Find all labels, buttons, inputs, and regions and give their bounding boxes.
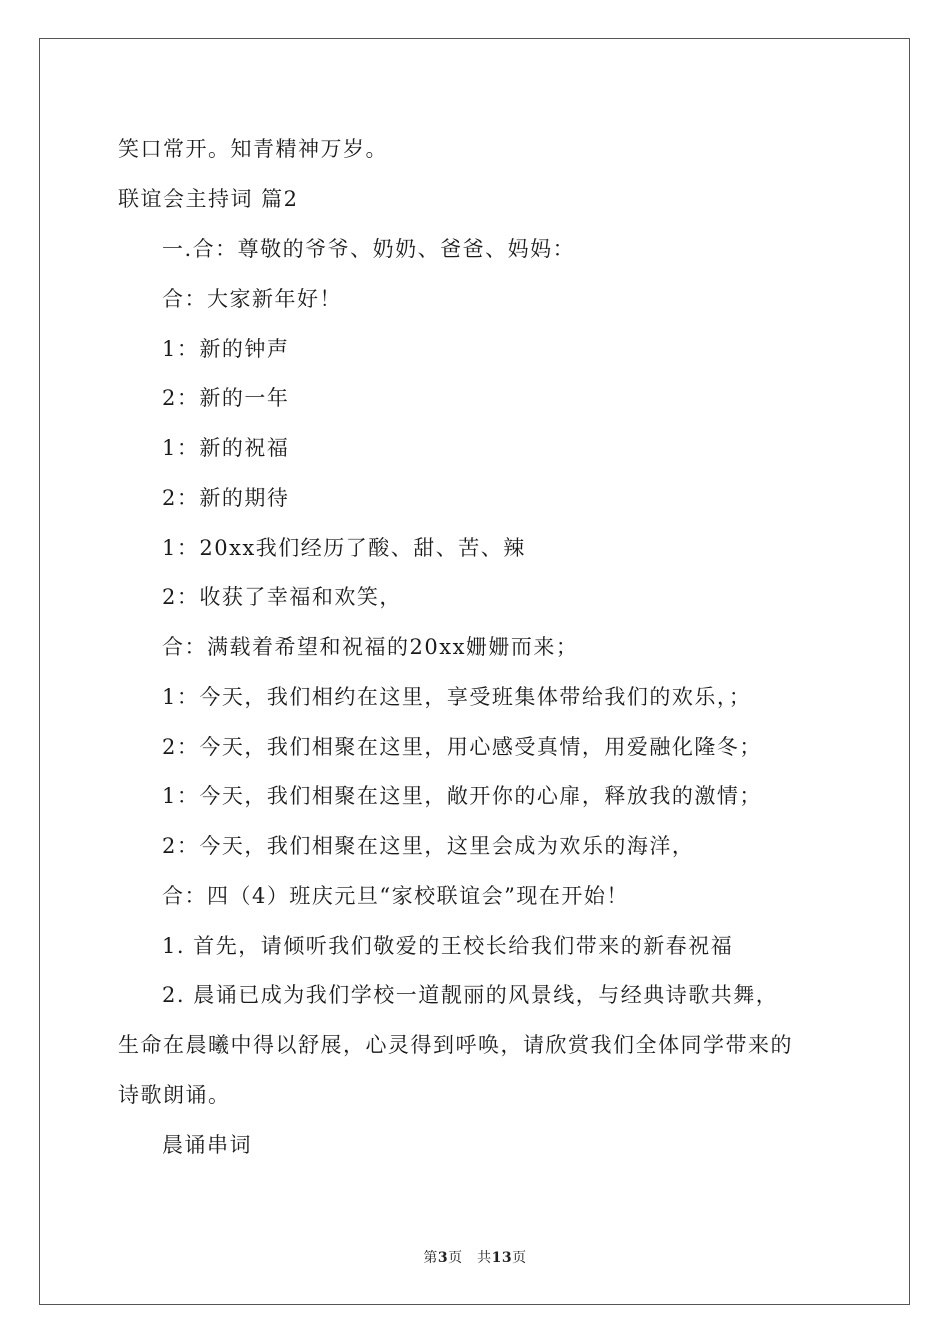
page-frame xyxy=(39,38,910,1305)
text-line: 合：满载着希望和祝福的20xx姗姗而来； xyxy=(162,635,579,659)
footer-total-pages: 13 xyxy=(491,1250,513,1266)
text-line: 笑口常开。知青精神万岁。 xyxy=(118,137,388,161)
text-line: 合：四（4）班庆元旦“家校联谊会”现在开始！ xyxy=(162,884,629,908)
text-line: 1. 首先，请倾听我们敬爱的王校长给我们带来的新春祝福 xyxy=(162,934,734,958)
text-line: 1：今天，我们相约在这里，享受班集体带给我们的欢乐，； xyxy=(162,685,752,709)
text-line: 2：今天，我们相聚在这里，这里会成为欢乐的海洋， xyxy=(162,834,695,858)
text-line: 晨诵串词 xyxy=(162,1133,252,1157)
text-line: 1：20xx我们经历了酸、甜、苦、辣 xyxy=(162,536,526,560)
footer-page-number: 3 xyxy=(437,1250,449,1266)
text-line: 诗歌朗诵。 xyxy=(118,1083,231,1107)
text-line: 合：大家新年好！ xyxy=(162,287,342,311)
text-line: 2：今天，我们相聚在这里，用心感受真情，用爱融化隆冬； xyxy=(162,735,762,759)
text-line: 2：新的一年 xyxy=(162,386,290,410)
text-line: 生命在晨曦中得以舒展，心灵得到呼唤，请欣赏我们全体同学带来的 xyxy=(118,1033,793,1057)
text-line: 2：新的期待 xyxy=(162,486,290,510)
text-line: 2：收获了幸福和欢笑， xyxy=(162,585,402,609)
text-line: 一.合：尊敬的爷爷、奶奶、爸爸、妈妈： xyxy=(162,237,576,261)
text-line: 1：新的祝福 xyxy=(162,436,290,460)
page-footer xyxy=(0,1247,950,1267)
text-line: 1：新的钟声 xyxy=(162,337,290,361)
footer-middle: 页 共 xyxy=(448,1250,492,1266)
section-heading: 联谊会主持词 篇2 xyxy=(118,187,299,211)
footer-prefix: 第 xyxy=(423,1250,438,1266)
text-line: 2. 晨诵已成为我们学校一道靓丽的风景线，与经典诗歌共舞， xyxy=(162,983,779,1007)
text-line: 1：今天，我们相聚在这里，敞开你的心扉，释放我的激情； xyxy=(162,784,762,808)
footer-suffix: 页 xyxy=(512,1250,527,1266)
